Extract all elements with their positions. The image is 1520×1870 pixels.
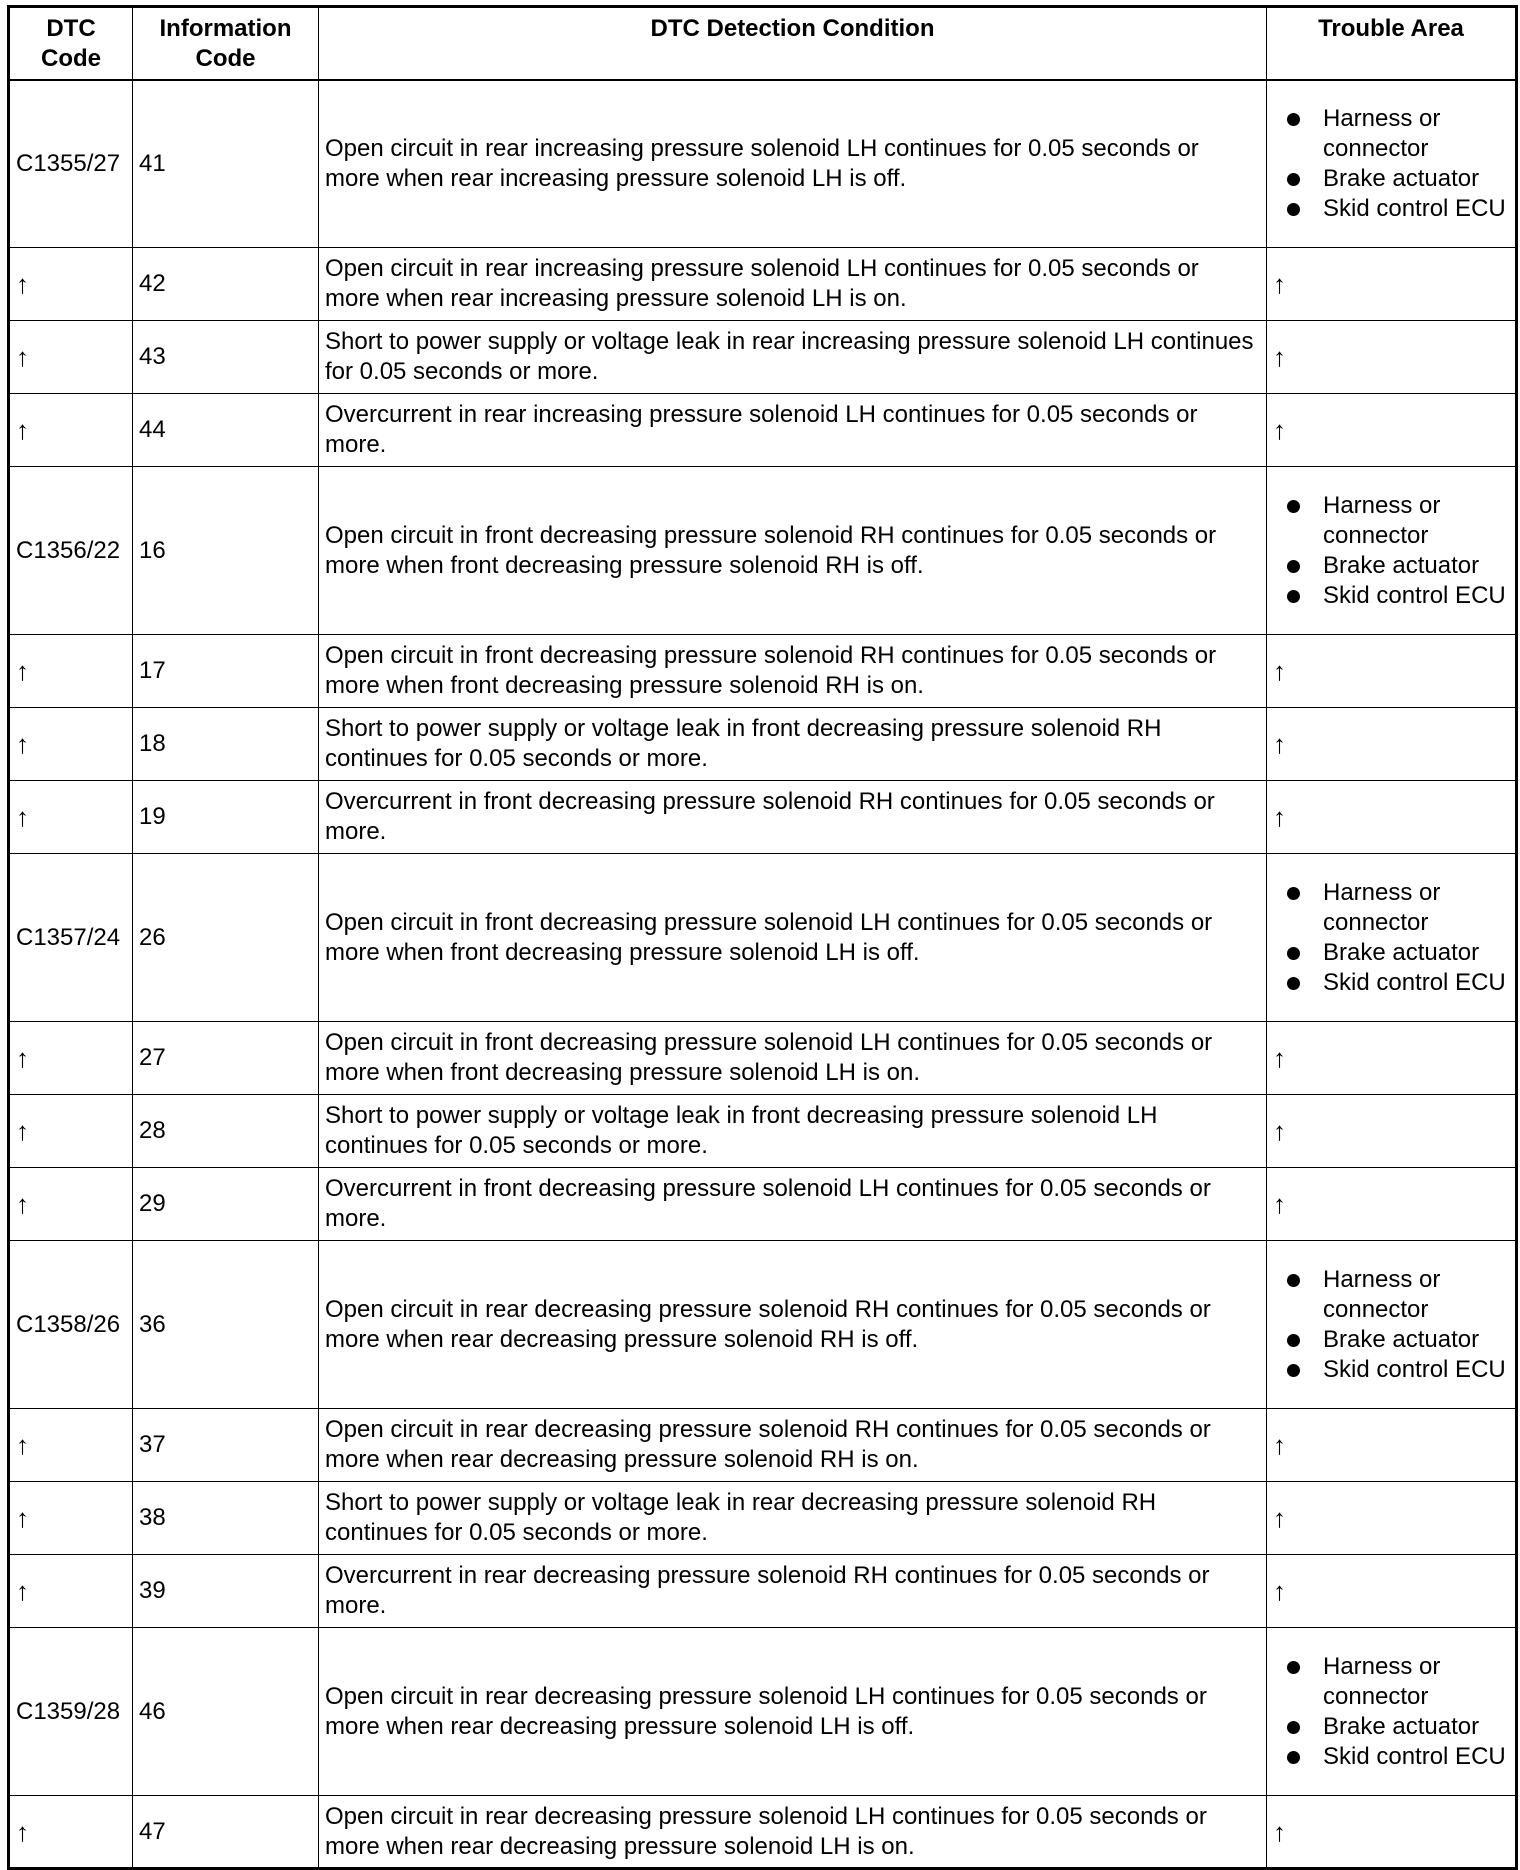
bullet-icon [1287,1364,1300,1377]
bullet-icon [1287,1661,1300,1674]
dtc-code-cell: C1358/26 [9,1241,133,1409]
condition-cell: Overcurrent in front decreasing pressure solenoid LH continues for 0.05 seconds or more. [319,1168,1267,1241]
trouble-area-item-label: Skid control ECU [1323,194,1506,222]
trouble-area-cell: ↑ [1267,1409,1517,1482]
condition-cell: Open circuit in rear increasing pressure solenoid LH continues for 0.05 seconds or more when rear increasing pressure solenoid LH is on. [319,248,1267,321]
header-info-code-line2: Code [195,45,256,72]
trouble-area-list [1273,878,1509,998]
trouble-area-cell: ↑ [1267,1482,1517,1555]
table-row [9,1409,1517,1482]
trouble-area-cell [1267,467,1517,635]
bullet-icon [1287,977,1300,990]
trouble-area-cell: ↑ [1267,248,1517,321]
condition-cell: Overcurrent in rear decreasing pressure solenoid RH continues for 0.05 seconds or more. [319,1555,1267,1628]
bullet-icon [1287,203,1300,216]
dtc-code-cell: ↑ [9,781,133,854]
condition-cell: Open circuit in rear increasing pressure solenoid LH continues for 0.05 seconds or more when rear increasing pressure solenoid LH is off. [319,80,1267,248]
trouble-area-item-label: Skid control ECU [1323,1355,1506,1383]
bullet-icon [1287,1751,1300,1764]
dtc-code-cell: ↑ [9,248,133,321]
dtc-code-cell: ↑ [9,1555,133,1628]
dtc-code-cell: C1355/27 [9,80,133,248]
table-row [9,321,1517,394]
trouble-area-item-label: Brake actuator [1323,938,1480,966]
trouble-area-item-label: Harness or connector [1323,878,1441,936]
trouble-area-item-label: Skid control ECU [1323,968,1506,996]
trouble-area-cell: ↑ [1267,1168,1517,1241]
trouble-area-item-label: Harness or connector [1323,1652,1441,1710]
table-body [9,80,1517,1869]
header-info-code-line1: Information [159,15,292,42]
condition-cell: Open circuit in front decreasing pressure solenoid LH continues for 0.05 seconds or more when front decreasing pressure solenoid LH is on. [319,1022,1267,1095]
info-code-cell: 29 [133,1168,319,1241]
trouble-area-item-label: Skid control ECU [1323,1742,1506,1770]
trouble-area-item [1283,164,1509,194]
trouble-area-item [1283,1265,1509,1325]
trouble-area-item-label: Brake actuator [1323,551,1480,579]
bullet-icon [1287,947,1300,960]
dtc-code-cell: ↑ [9,1168,133,1241]
info-code-cell: 39 [133,1555,319,1628]
trouble-area-item [1283,968,1509,998]
dtc-code-cell: C1359/28 [9,1628,133,1796]
trouble-area-item [1283,1712,1509,1742]
trouble-area-item [1283,938,1509,968]
table-row [9,1555,1517,1628]
condition-cell: Overcurrent in front decreasing pressure solenoid RH continues for 0.05 seconds or more. [319,781,1267,854]
dtc-code-cell: ↑ [9,635,133,708]
trouble-area-item [1283,581,1509,611]
trouble-area-item [1283,551,1509,581]
condition-cell: Short to power supply or voltage leak in front decreasing pressure solenoid LH continues for 0.05 seconds or more. [319,1095,1267,1168]
trouble-area-list [1273,104,1509,224]
condition-cell: Short to power supply or voltage leak in front decreasing pressure solenoid RH continues for 0.05 seconds or more. [319,708,1267,781]
condition-cell: Open circuit in rear decreasing pressure solenoid LH continues for 0.05 seconds or more when rear decreasing pressure solenoid LH is on. [319,1796,1267,1869]
trouble-area-list [1273,491,1509,611]
dtc-code-cell: ↑ [9,1482,133,1555]
info-code-cell: 28 [133,1095,319,1168]
trouble-area-item [1283,104,1509,164]
info-code-cell: 46 [133,1628,319,1796]
table-row [9,854,1517,1022]
dtc-code-cell: ↑ [9,321,133,394]
trouble-area-item-label: Harness or connector [1323,491,1441,549]
trouble-area-cell: ↑ [1267,394,1517,467]
trouble-area-cell [1267,1241,1517,1409]
bullet-icon [1287,1274,1300,1287]
table-row [9,635,1517,708]
header-condition: DTC Detection Condition [319,7,1267,80]
bullet-icon [1287,500,1300,513]
bullet-icon [1287,173,1300,186]
header-trouble-area: Trouble Area [1267,7,1517,80]
table-row [9,1628,1517,1796]
trouble-area-item-label: Brake actuator [1323,164,1480,192]
trouble-area-cell: ↑ [1267,1022,1517,1095]
table-header-row [9,7,1517,80]
condition-cell: Open circuit in rear decreasing pressure solenoid RH continues for 0.05 seconds or more when rear decreasing pressure solenoid RH is on. [319,1409,1267,1482]
trouble-area-cell [1267,1628,1517,1796]
info-code-cell: 26 [133,854,319,1022]
dtc-code-cell: ↑ [9,1796,133,1869]
info-code-cell: 47 [133,1796,319,1869]
bullet-icon [1287,887,1300,900]
trouble-area-cell: ↑ [1267,1555,1517,1628]
header-dtc-code [9,7,133,80]
dtc-code-cell: C1357/24 [9,854,133,1022]
dtc-table [7,5,1518,1870]
dtc-code-cell: ↑ [9,708,133,781]
bullet-icon [1287,1334,1300,1347]
condition-cell: Overcurrent in rear increasing pressure solenoid LH continues for 0.05 seconds or more. [319,394,1267,467]
table-row [9,467,1517,635]
table-row [9,1482,1517,1555]
table-row [9,1241,1517,1409]
condition-cell: Open circuit in front decreasing pressure solenoid RH continues for 0.05 seconds or more when front decreasing pressure solenoid RH is off. [319,467,1267,635]
dtc-code-cell: ↑ [9,1095,133,1168]
trouble-area-item [1283,194,1509,224]
trouble-area-item-label: Brake actuator [1323,1325,1480,1353]
condition-cell: Open circuit in front decreasing pressure solenoid LH continues for 0.05 seconds or more when front decreasing pressure solenoid LH is off. [319,854,1267,1022]
header-dtc-code-line2: Code [41,45,101,72]
trouble-area-item-label: Harness or connector [1323,1265,1441,1323]
info-code-cell: 44 [133,394,319,467]
info-code-cell: 27 [133,1022,319,1095]
dtc-code-cell: ↑ [9,1022,133,1095]
dtc-code-cell: ↑ [9,394,133,467]
trouble-area-cell: ↑ [1267,321,1517,394]
trouble-area-list [1273,1265,1509,1385]
info-code-cell: 38 [133,1482,319,1555]
trouble-area-item [1283,1652,1509,1712]
bullet-icon [1287,1721,1300,1734]
table-row [9,1095,1517,1168]
table-row [9,394,1517,467]
header-info-code [133,7,319,80]
info-code-cell: 41 [133,80,319,248]
table-row [9,1022,1517,1095]
trouble-area-cell: ↑ [1267,781,1517,854]
info-code-cell: 18 [133,708,319,781]
trouble-area-item [1283,878,1509,938]
trouble-area-cell: ↑ [1267,635,1517,708]
bullet-icon [1287,113,1300,126]
info-code-cell: 36 [133,1241,319,1409]
info-code-cell: 37 [133,1409,319,1482]
info-code-cell: 17 [133,635,319,708]
condition-cell: Short to power supply or voltage leak in rear increasing pressure solenoid LH continues for 0.05 seconds or more. [319,321,1267,394]
info-code-cell: 16 [133,467,319,635]
condition-cell: Short to power supply or voltage leak in rear decreasing pressure solenoid RH continues for 0.05 seconds or more. [319,1482,1267,1555]
bullet-icon [1287,560,1300,573]
trouble-area-cell [1267,80,1517,248]
dtc-code-cell: C1356/22 [9,467,133,635]
trouble-area-item [1283,1742,1509,1772]
condition-cell: Open circuit in front decreasing pressure solenoid RH continues for 0.05 seconds or more when front decreasing pressure solenoid RH is on. [319,635,1267,708]
condition-cell: Open circuit in rear decreasing pressure solenoid LH continues for 0.05 seconds or more when rear decreasing pressure solenoid LH is off. [319,1628,1267,1796]
trouble-area-cell [1267,854,1517,1022]
trouble-area-item-label: Harness or connector [1323,104,1441,162]
table-row [9,248,1517,321]
trouble-area-item [1283,1355,1509,1385]
condition-cell: Open circuit in rear decreasing pressure solenoid RH continues for 0.05 seconds or more when rear decreasing pressure solenoid RH is off. [319,1241,1267,1409]
trouble-area-item [1283,1325,1509,1355]
trouble-area-list [1273,1652,1509,1772]
table-row [9,781,1517,854]
header-dtc-code-line1: DTC [46,15,96,42]
trouble-area-item-label: Brake actuator [1323,1712,1480,1740]
dtc-code-cell: ↑ [9,1409,133,1482]
table-row [9,80,1517,248]
trouble-area-cell: ↑ [1267,1796,1517,1869]
trouble-area-cell: ↑ [1267,1095,1517,1168]
table-row [9,708,1517,781]
table-row [9,1796,1517,1869]
bullet-icon [1287,590,1300,603]
table-row [9,1168,1517,1241]
trouble-area-item [1283,491,1509,551]
info-code-cell: 42 [133,248,319,321]
info-code-cell: 19 [133,781,319,854]
info-code-cell: 43 [133,321,319,394]
trouble-area-cell: ↑ [1267,708,1517,781]
trouble-area-item-label: Skid control ECU [1323,581,1506,609]
